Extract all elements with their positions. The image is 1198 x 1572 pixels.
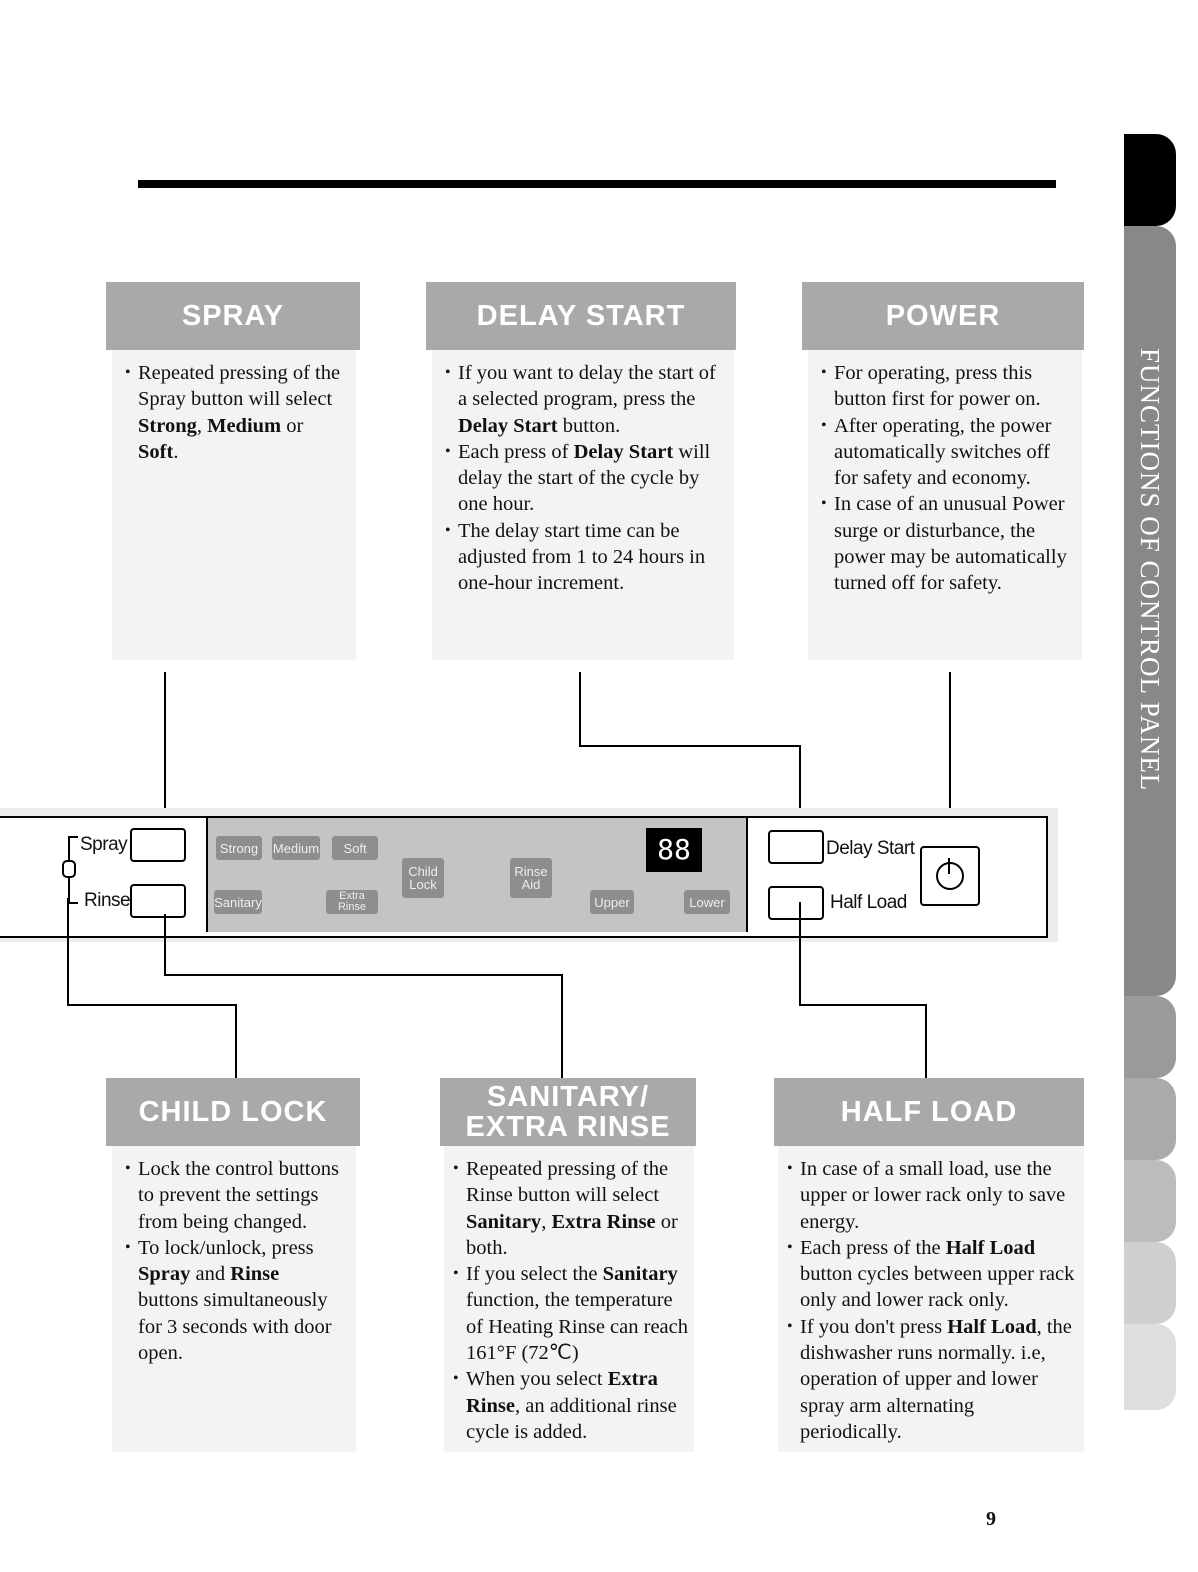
rinse-label: Rinse xyxy=(84,890,131,911)
half-load-block xyxy=(774,1078,1084,1452)
child-lock-connector-v2 xyxy=(235,1004,237,1080)
sanitary-bullet-2: • If you select the Sanitary function, the temperature of Heating Rinse can reach 161°F (72℃) xyxy=(448,1261,688,1366)
delay-start-title: DELAY START xyxy=(426,282,736,350)
spray-bullet-1: • Repeated pressing of the Spray button will select Strong, Medium or Soft. xyxy=(120,360,344,465)
child-lock-title: CHILD LOCK xyxy=(106,1078,360,1146)
tab-section-5[interactable] xyxy=(1124,1242,1176,1324)
rinse-aid-indicator: Rinse Aid xyxy=(510,858,552,898)
half-load-connector-h xyxy=(799,1004,927,1006)
delay-start-bullet-2: • Each press of Delay Start will delay the start of the cycle by one hour. xyxy=(440,439,722,518)
tab-section-3[interactable] xyxy=(1124,1078,1176,1160)
rinse-connector-h xyxy=(164,974,563,976)
spray-connector xyxy=(164,672,166,826)
page-number: 9 xyxy=(986,1508,996,1530)
half-load-bullet-3: • If you don't press Half Load, the dishwasher runs normally. i.e, operation of upper and lower spray arm alternating periodically. xyxy=(782,1314,1078,1445)
delay-start-bullet-3: • The delay start time can be adjusted from 1 to 24 hours in one-hour increment. xyxy=(440,518,722,597)
top-rule xyxy=(138,180,1056,188)
sanitary-title: SANITARY/ EXTRA RINSE xyxy=(440,1078,696,1146)
rinse-connector-v1 xyxy=(164,914,166,976)
half-load-button[interactable] xyxy=(768,886,824,920)
delay-start-label: Delay Start xyxy=(826,838,915,859)
lock-icon xyxy=(62,860,76,878)
upper-indicator: Upper xyxy=(590,890,634,914)
strong-indicator: Strong xyxy=(216,836,262,860)
power-title: POWER xyxy=(802,282,1084,350)
extra-rinse-indicator: Extra Rinse xyxy=(326,890,378,914)
medium-indicator: Medium xyxy=(272,836,320,860)
sanitary-bullet-3: • When you select Extra Rinse, an additional rinse cycle is added. xyxy=(448,1366,688,1445)
sanitary-block xyxy=(440,1078,696,1452)
power-bullet-1: • For operating, press this button first for power on. xyxy=(816,360,1070,413)
delay-connector-v1 xyxy=(579,672,581,746)
power-button[interactable] xyxy=(920,846,980,906)
spray-label: Spray xyxy=(80,834,128,855)
power-bullet-2: • After operating, the power automatically switches off for safety and economy. xyxy=(816,413,1070,492)
child-lock-connector-v1 xyxy=(67,898,69,1006)
delay-start-block xyxy=(426,282,736,660)
half-load-bullet-1: • In case of a small load, use the upper or lower rack only to save energy. xyxy=(782,1156,1078,1235)
rinse-button[interactable] xyxy=(130,884,186,918)
half-load-connector-v1 xyxy=(799,902,801,1006)
child-lock-block xyxy=(106,1078,360,1452)
tab-section-2[interactable] xyxy=(1124,996,1176,1078)
power-bullet-3: • In case of an unusual Power surge or disturbance, the power may be automatically turned off for safety. xyxy=(816,491,1070,596)
child-lock-indicator: Child Lock xyxy=(402,858,444,898)
tab-section-6[interactable] xyxy=(1124,1324,1176,1410)
tab-black[interactable] xyxy=(1124,134,1176,226)
tab-section-4[interactable] xyxy=(1124,1160,1176,1242)
sanitary-indicator: Sanitary xyxy=(214,890,262,914)
soft-indicator: Soft xyxy=(332,836,378,860)
child-lock-bullet-2: • To lock/unlock, press Spray and Rinse buttons simultaneously for 3 seconds with door open. xyxy=(120,1235,344,1366)
half-load-bullet-2: • Each press of the Half Load button cycles between upper rack only and lower rack only. xyxy=(782,1235,1078,1314)
power-block xyxy=(802,282,1084,660)
delay-start-bullet-1: • If you want to delay the start of a selected program, press the Delay Start button. xyxy=(440,360,722,439)
section-tab-label: FUNCTIONS OF CONTROL PANEL xyxy=(1135,348,1165,792)
digit-display: 88 xyxy=(646,828,702,872)
spray-block xyxy=(106,282,360,660)
delay-connector-h xyxy=(579,745,801,747)
power-icon xyxy=(936,862,964,890)
child-lock-connector-h xyxy=(67,1004,237,1006)
spray-title: SPRAY xyxy=(106,282,360,350)
half-load-label: Half Load xyxy=(830,892,907,913)
lower-indicator: Lower xyxy=(684,890,730,914)
spray-button[interactable] xyxy=(130,828,186,862)
child-lock-bullet-1: • Lock the control buttons to prevent the settings from being changed. xyxy=(120,1156,344,1235)
half-load-connector-v2 xyxy=(925,1004,927,1080)
rinse-connector-v2 xyxy=(561,974,563,1080)
delay-start-button[interactable] xyxy=(768,830,824,864)
half-load-title: HALF LOAD xyxy=(774,1078,1084,1146)
sanitary-bullet-1: • Repeated pressing of the Rinse button will select Sanitary, Extra Rinse or both. xyxy=(448,1156,688,1261)
